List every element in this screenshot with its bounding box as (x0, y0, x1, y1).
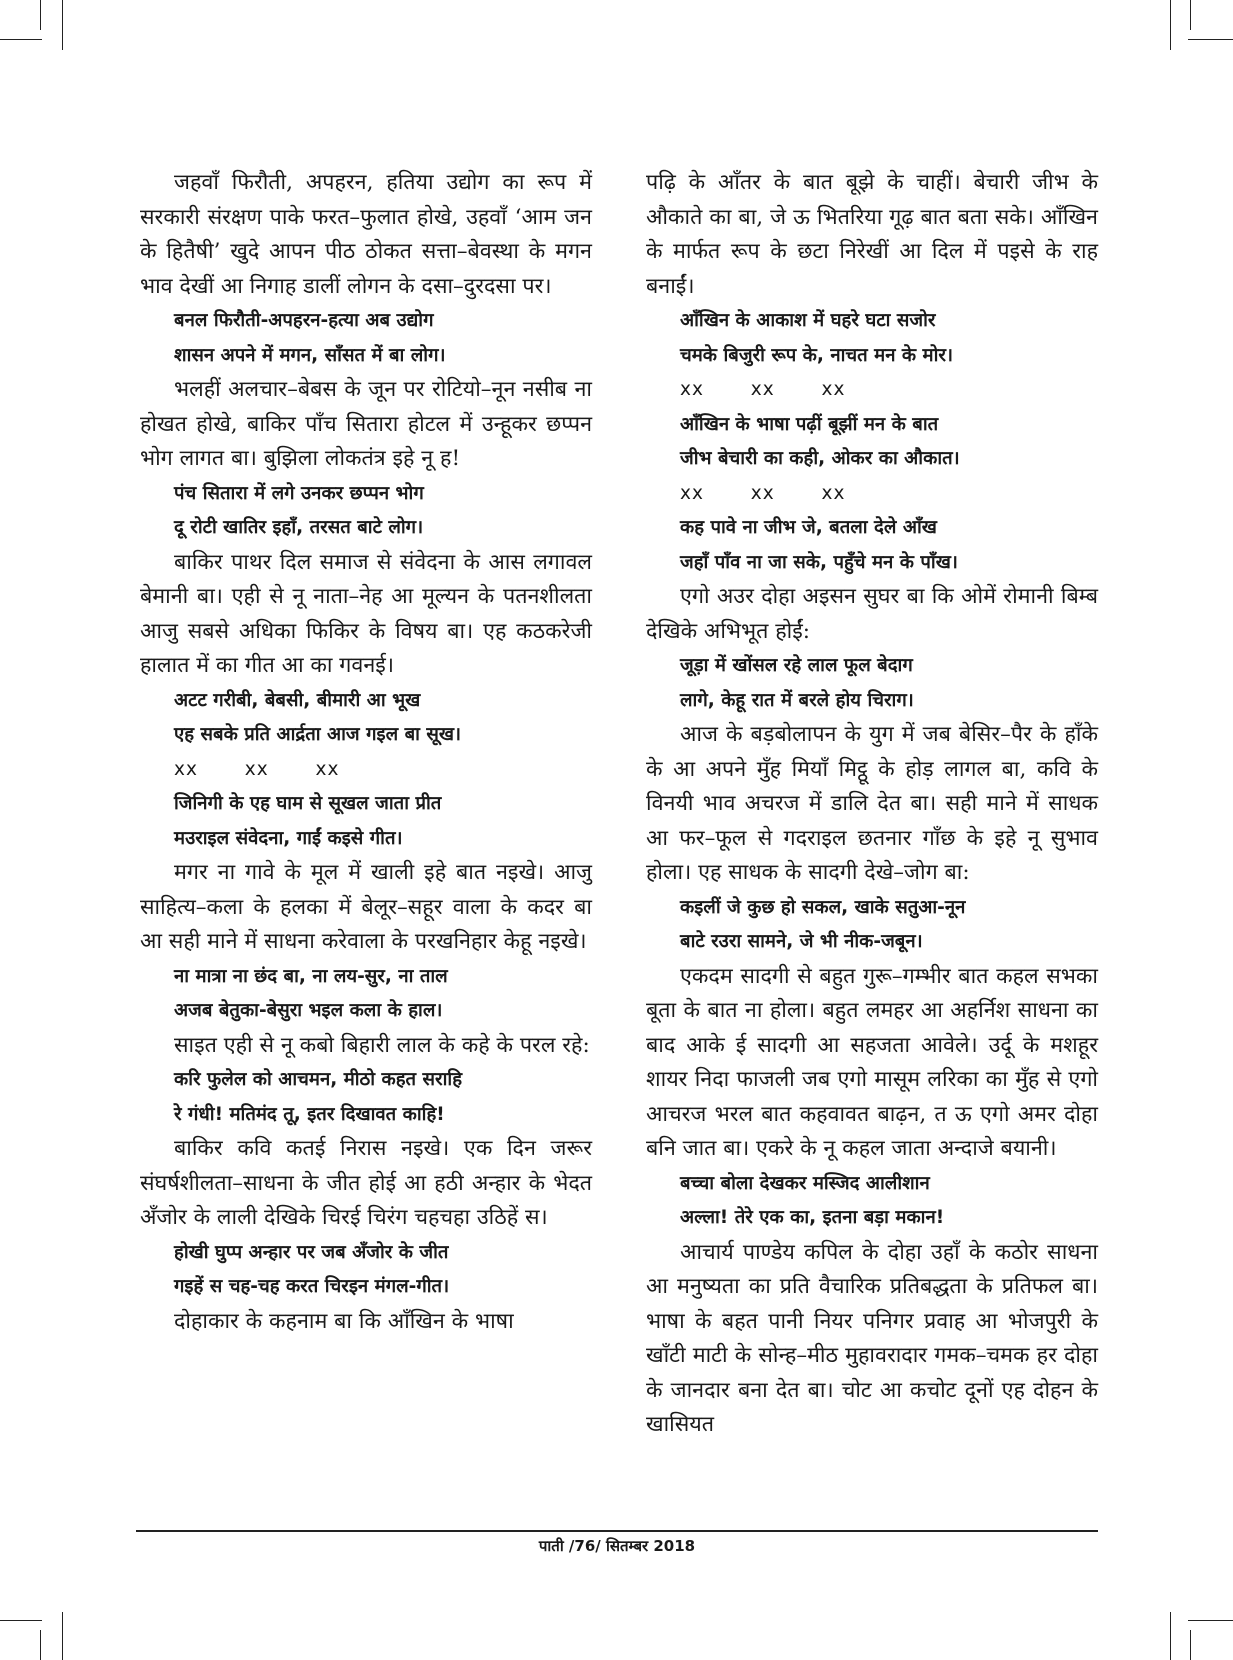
crop-mark (0, 39, 42, 40)
crop-mark (1190, 1630, 1191, 1660)
verse-line: अल्ला! तेरे एक का, इतना बड़ा मकान! (680, 1207, 945, 1228)
verse-line: जिनिगी के एह घाम से सूखल जाता प्रीत (174, 793, 442, 814)
verse-line: जहाँ पाँव ना जा सके, पहुँचे मन के पाँख। (680, 551, 958, 573)
verse-line: आँखिन के आकाश में घहरे घटा सजोर (680, 310, 936, 331)
verse-line: चमके बिजुरी रूप के, नाचत मन के मोर। (680, 344, 953, 366)
paragraph: बाकिर पाथर दिल समाज से संवेदना के आस लगावल बेमानी बा। एही से नू नाता–नेह आ मूल्यन के पतनशीलता आजु सबसे अधिका फिकिर के विषय बा। एह कठकरेजी हालात में का गीत आ का गवनई। (140, 549, 592, 678)
verse-line: जीभ बेचारी का कही, ओकर का औकात। (680, 448, 960, 469)
paragraph: आज के बड़बोलापन के युग में जब बेसिर–पैर के हाँके के आ अपने मुँह मियाँ मिट्ठू के होड़ लागल बा, कवि के विनयी भाव अचरज में डालि देत बा। सही माने में साधक आ फर–फूल से गदराइल छतनार गाँछ के इहे नू सुभाव होला। एह साधक के सादगी देखे–जोग बा: (646, 722, 1098, 885)
left-column (140, 166, 592, 1339)
verse-line: कह पावे ना जीभ जे, बतला देले आँख (680, 517, 937, 538)
crop-mark (62, 0, 63, 50)
crop-mark (1190, 0, 1191, 30)
paragraph: एगो अउर दोहा अइसन सुघर बा कि ओमें रोमानी बिम्ब देखिके अभिभूत होईं: (646, 584, 1098, 644)
crop-mark (40, 1630, 41, 1660)
verse-line: शासन अपने में मगन, साँसत में बा लोग। (174, 344, 446, 366)
crop-mark (1188, 1620, 1233, 1621)
paragraph: मगर ना गावे के मूल में खाली इहे बात नइखे। आजु साहित्य–कला के हलका में बेलूर–सहूर वाला के कदर बा आ सही माने में साधना करेवाला के परखनिहार केहू नइखे। (140, 860, 592, 954)
paragraph: बाकिर कवि कतई निरास नइखे। एक दिन जरूर संघर्षशीलता–साधना के जीत होई आ हठी अन्हार के भेदत अँजोर के लाली देखिके चिरई चिरंग चहचहा उठिहें स। (140, 1136, 592, 1230)
verse-line: जूड़ा में खोंसल रहे लाल फूल बेदाग (680, 655, 913, 676)
paragraph: जहवाँ फिरौती, अपहरन, हतिया उद्योग का रूप में सरकारी संरक्षण पाके फरत–फुलात होखे, उहवाँ ‘आम जन के हितैषी’ खुदे आपन पीठ ठोकत सत्ता–बेवस्था के मगन भाव देखीं आ निगाह डालीं लोगन के दसा–दुरदसा पर। (140, 170, 592, 299)
paragraph: एकदम सादगी से बहुत गुरू–गम्भीर बात कहल सभका बूता के बात ना होला। बहुत लमहर आ अहर्निश साधना का बाद आके ई सादगी आ सहजता आवेले। उर्दू के मशहूर शायर निदा फाजली जब एगो मासूम लरिका का मुँह से एगो आचरज भरल बात कहवावत बाढ़न, त ऊ एगो अमर दोहा बनि जात बा। एकरे के नू कहल जाता अन्दाजे बयानी। (646, 963, 1098, 1161)
verse-line: कइलीं जे कुछ हो सकल, खाके सतुआ-नून (680, 896, 966, 918)
paragraph: दोहाकार के कहनाम बा कि आँखिन के भाषा (174, 1308, 514, 1334)
verse-line: ना मात्रा ना छंद बा, ना लय-सुर, ना ताल (174, 965, 448, 987)
crop-mark (1170, 1612, 1171, 1660)
verse-line: पंच सितारा में लगे उनकर छप्पन भोग (174, 482, 424, 504)
crop-mark (40, 0, 41, 30)
verse-line: करि फुलेल को आचमन, मीठो कहत सराहि (174, 1069, 463, 1090)
paragraph: भलहीं अलचार–बेबस के जून पर रोटियो–नून नसीब ना होखत होखे, बाकिर पाँच सितारा होटल में उन्हूकर छप्पन भोग लागत बा। बुझिला लोकतंत्र इहे नू ह! (140, 377, 592, 471)
crop-mark (1170, 0, 1171, 50)
verse-separator: xx xx xx (680, 379, 846, 400)
crop-mark (0, 1620, 42, 1621)
verse-line: दू रोटी खातिर इहाँ, तरसत बाटे लोग। (174, 517, 424, 538)
crop-mark (62, 1612, 63, 1660)
verse-line: आँखिन के भाषा पढ़ीं बूझीं मन के बात (680, 413, 939, 435)
paragraph: पढ़ि के आँतर के बात बूझे के चाहीं। बेचारी जीभ के औकाते का बा, जे ऊ भितरिया गूढ़ बात बता सके। आँखिन के मार्फत रूप के छटा निरेखीं आ दिल में पइसे के राह बनाईं। (646, 170, 1098, 299)
verse-line: बाटे रउरा सामने, जे भी नीक-जबून। (680, 931, 923, 952)
verse-line: अजब बेतुका-बेसुरा भइल कला के हाल। (174, 1000, 443, 1021)
verse-line: अटट गरीबी, बेबसी, बीमारी आ भूख (174, 689, 421, 711)
verse-line: बच्चा बोला देखकर मस्जिद आलीशान (680, 1172, 930, 1194)
verse-line: बनल फिरौती-अपहरन-हत्या अब उद्योग (174, 310, 434, 331)
crop-mark (1188, 39, 1233, 40)
verse-line: रे गंधी! मतिमंद तू, इतर दिखावत काहि! (174, 1103, 445, 1125)
verse-line: मउराइल संवेदना, गाईं कइसे गीत। (174, 827, 403, 849)
footer-rule (136, 1530, 1098, 1532)
verse-line: होखी घुप्प अन्हार पर जब अँजोर के जीत (174, 1241, 449, 1263)
verse-line: लागे, केहू रात में बरले होय चिराग। (680, 689, 914, 711)
page-footer: पाती /76/ सितम्बर 2018 (538, 1537, 696, 1555)
verse-separator: xx xx xx (174, 758, 340, 780)
paragraph: साइत एही से नू कबो बिहारी लाल के कहे के परल रहे: (174, 1032, 590, 1058)
right-column (646, 166, 1098, 1443)
verse-line: एह सबके प्रति आर्द्रता आज गइल बा सूख। (174, 724, 462, 745)
paragraph: आचार्य पाण्डेय कपिल के दोहा उहाँ के कठोर साधना आ मनुष्यता का प्रति वैचारिक प्रतिबद्धता के प्रतिफल बा। भाषा के बहत पानी नियर पनिगर प्रवाह आ भोजपुरी के खाँटी माटी के सोन्ह–मीठ मुहावरादार गमक–चमक हर दोहा के जानदार बना देत बा। चोट आ कचोट दूनों एह दोहन के खासियत (646, 1239, 1098, 1437)
verse-separator: xx xx xx (680, 482, 846, 504)
verse-line: गइहें स चह-चह करत चिरइन मंगल-गीत। (174, 1276, 450, 1297)
